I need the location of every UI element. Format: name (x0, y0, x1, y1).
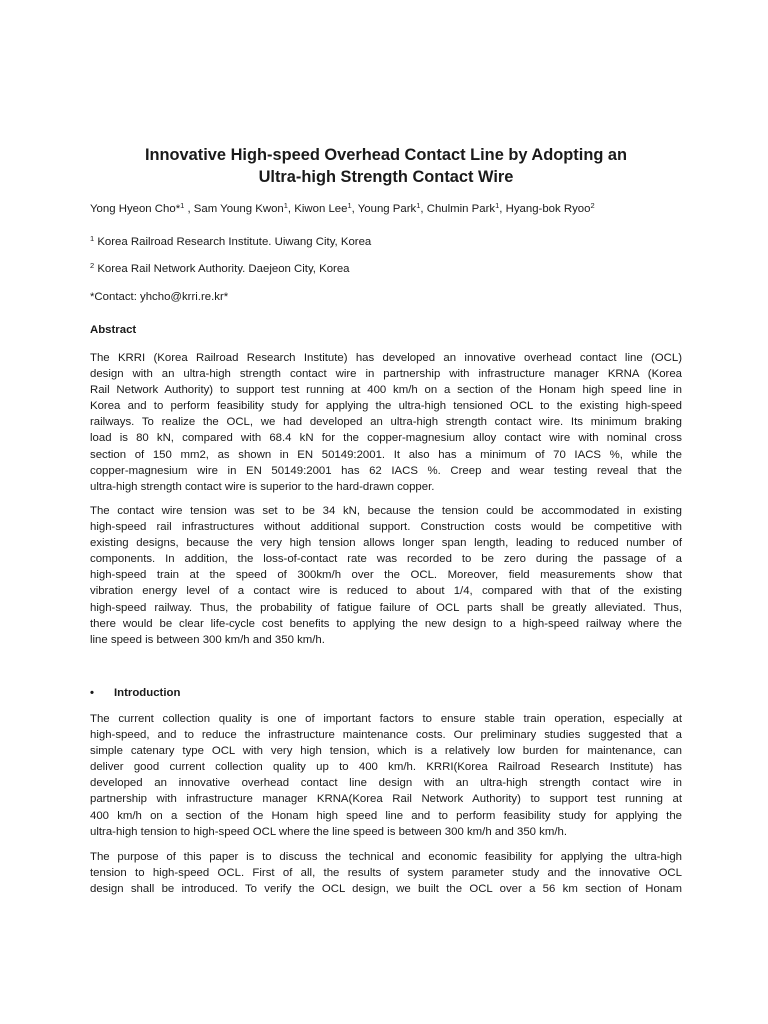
author-affiliation-mark: 1 (180, 201, 185, 210)
introduction-paragraph-1 (90, 711, 682, 840)
abstract-paragraph-2 (90, 503, 682, 648)
abstract-paragraph-1 (90, 350, 682, 495)
text-line: high-speed railway. Thus, the probability of fatigue failure of OCL parts shall be greatly alleviated. Thus, (90, 601, 682, 614)
text-line: high-speed train at the speed of 300km/h over the OCL. Moreover, field measurements show that (90, 569, 682, 582)
text-line: Rail Network Authority) to support test running at 400 km/h on a section of the Honam high speed line in (90, 384, 682, 397)
author-name: , Kiwon Lee (287, 203, 348, 215)
author-name: , Chulmin Park (420, 203, 496, 215)
text-line: existing designs, because the very high tension allows longer span length, leading to reduced number of (90, 537, 682, 550)
text-line: design shall be introduced. To verify the OCL design, we built the OCL over a 56 km section of Honam (90, 883, 682, 896)
author-affiliation-mark: 1 (347, 201, 352, 210)
introduction-paragraph-2 (90, 849, 682, 897)
text-line: railways. To realize the OCL, we had developed an ultra-high strength contact wire. Its minimum braking (90, 416, 682, 429)
title-line-2: Ultra-high Strength Contact Wire (258, 168, 514, 186)
text-line: deliver good current collection quality up to 400 km/h. KRRI(Korea Railroad Research Institute) has (90, 761, 682, 774)
text-line: design with an ultra-high strength contact wire in partnership with infrastructure manager KRNA (Korea (90, 368, 682, 381)
text-line: tension to high-speed OCL. First of all, the results of system parameter study and the innovative OCL (90, 867, 682, 880)
text-line: simple catenary type OCL with very high tension, which is a relatively low burden for maintenance, can (90, 745, 682, 758)
text-line: copper-magnesium wire in EN 50149:2001 has 62 IACS %. Creep and wear testing reveal that the (90, 464, 682, 477)
text-line: line speed is between 300 km/h and 350 km/h. (90, 633, 325, 646)
text-line: section of 150 mm2, as shown in EN 50149:2001. It also has a minimum of 70 IACS %, while the (90, 448, 682, 461)
author-affiliation-mark: 2 (590, 201, 595, 210)
affiliation-text: Korea Railroad Research Institute. Uiwang City, Korea (94, 236, 372, 248)
introduction-heading (90, 686, 180, 700)
text-line: there would be clear life-cycle cost benefits to applying the new design to a high-speed railway where the (90, 617, 682, 630)
text-line: load is 80 kN, compared with 68.4 kN for the copper-magnesium alloy contact wire with nominal cross (90, 432, 682, 445)
paper-page (90, 0, 682, 1024)
text-line: ultra-high strength contact wire is superior to the hard-drawn copper. (90, 480, 435, 493)
affiliation-mark: 1 (90, 234, 95, 243)
affiliation-mark: 2 (90, 261, 95, 270)
author-affiliation-mark: 1 (416, 201, 421, 210)
author-name: , Young Park (351, 203, 417, 215)
abstract-heading: Abstract (90, 324, 137, 336)
affiliation-text: Korea Rail Network Authority. Daejeon City, Korea (94, 263, 350, 275)
text-line: ultra-high tension to high-speed OCL where the line speed is between 300 km/h and 350 km/h. (90, 825, 568, 838)
text-line: partnership with infrastructure manager KRNA(Korea Rail Network Authority) to support test running at (90, 793, 682, 806)
text-line: The current collection quality is one of important factors to ensure stable train operation, especially at (90, 713, 682, 725)
title-line-1: Innovative High-speed Overhead Contact Line by Adopting an (144, 146, 628, 164)
text-line: high-speed, and to reduce the infrastructure maintenance costs. Our preliminary studies suggested that a (90, 729, 682, 742)
bullet-icon: • (90, 687, 94, 699)
author-affiliation-mark: 1 (495, 201, 500, 210)
paper-title (90, 144, 682, 188)
contact-email: *Contact: yhcho@krri.re.kr* (90, 291, 229, 303)
author-list (90, 202, 690, 216)
author-name: , Sam Young Kwon (184, 203, 284, 215)
text-line: The KRRI (Korea Railroad Research Institute) has developed an innovative overhead contact line (OCL) (90, 352, 682, 364)
author-affiliation-mark: 1 (283, 201, 288, 210)
affiliation-2 (90, 262, 350, 276)
author-name: Yong Hyeon Cho* (90, 203, 181, 215)
text-line: Korea and to perform feasibility study for applying the ultra-high tensioned OCL to the existing high-speed (90, 400, 682, 413)
affiliation-1 (90, 235, 371, 249)
introduction-heading-text: Introduction (114, 687, 181, 699)
text-line: developed an innovative overhead contact line design with an ultra-high strength contact wire in (90, 777, 682, 790)
text-line: high-speed rail infrastructures without additional support. Construction costs would be competitive with (90, 521, 682, 534)
text-line: 400 km/h on a section of the Honam high speed line and to perform feasibility study for applying the (90, 809, 682, 822)
text-line: components. In addition, the loss-of-contact rate was recorded to be zero during the passage of a (90, 553, 682, 566)
text-line: The contact wire tension was set to be 34 kN, because the tension could be accommodated in existing (90, 505, 682, 517)
author-name: , Hyang-bok Ryoo (499, 203, 591, 215)
text-line: The purpose of this paper is to discuss the technical and economic feasibility for applying the ultra-high (90, 851, 682, 863)
text-line: vibration energy level of a contact wire is reduced to about 1/4, compared with that of the existing (90, 585, 682, 598)
